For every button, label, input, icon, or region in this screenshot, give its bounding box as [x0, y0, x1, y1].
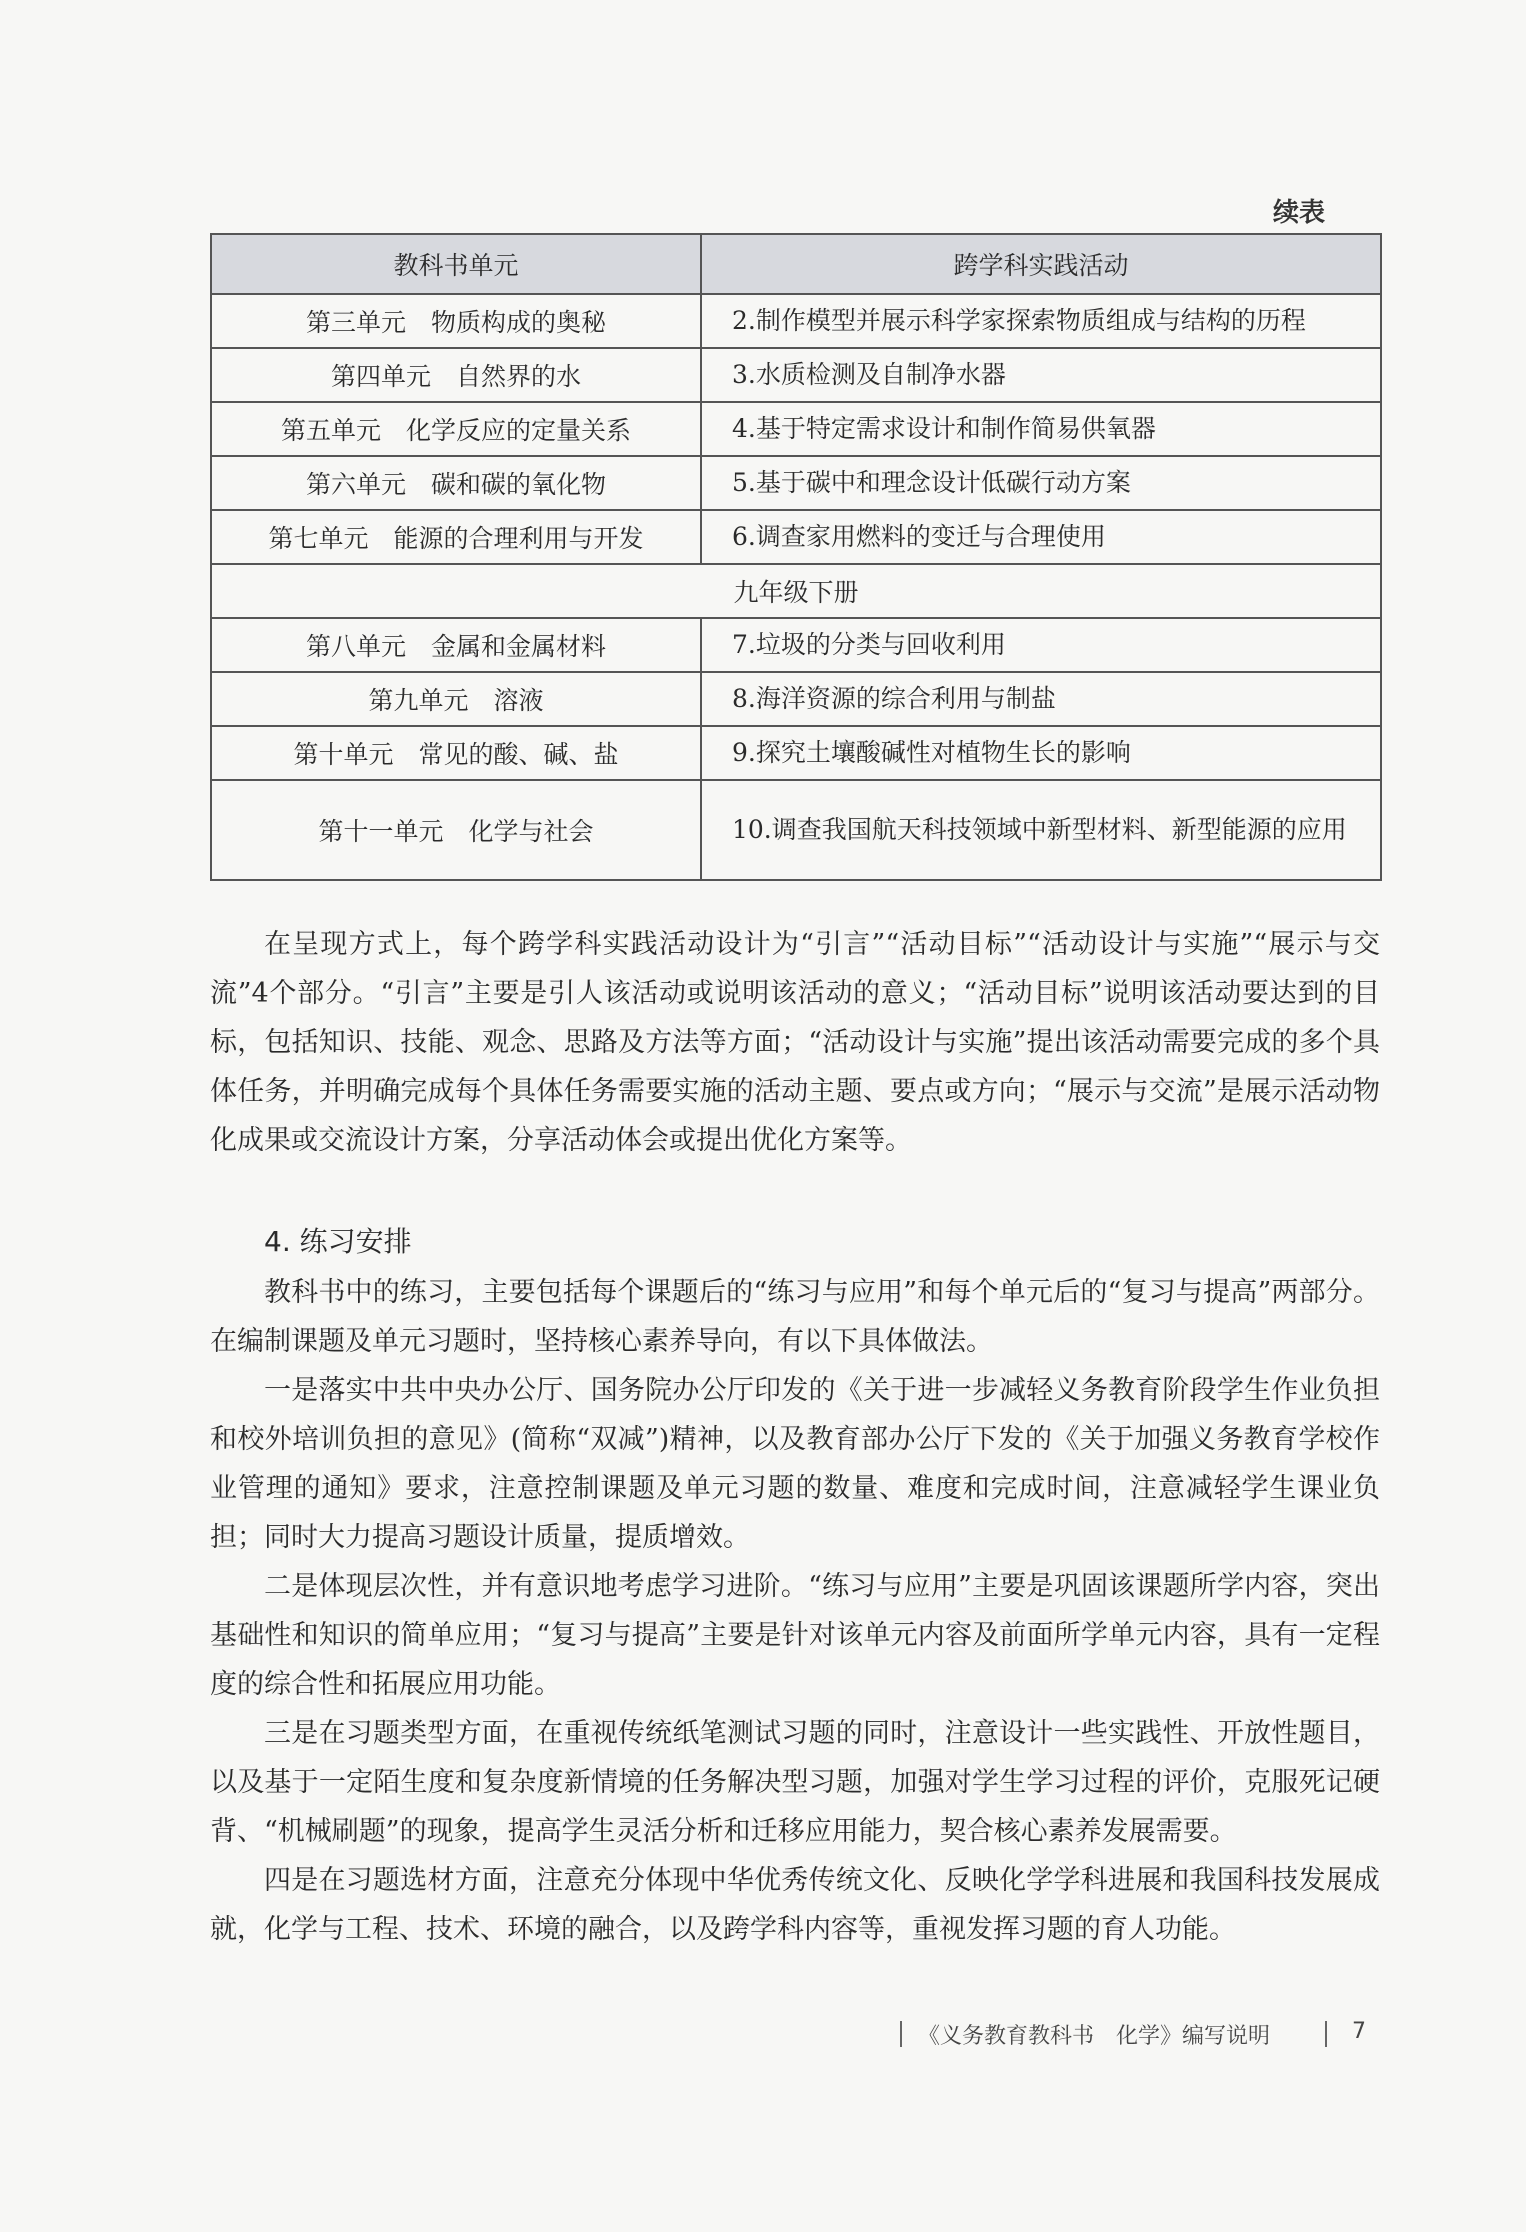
paragraph-point-one: 一是落实中共中央办公厅、国务院办公厅印发的《关于进一步减轻义务教育阶段学生作业负担和校外培训负担的意见》(简称“双减”)精神，以及教育部办公厅下发的《关于加强义务教育学校作业管理的通知》要求，注意控制课题及单元习题的数量、难度和完成时间，注意减轻学生课业负担；同时大力提高习题设计质量，提质增效。: [210, 1375, 1380, 1553]
footer-title: 《义务教育教科书 化学》编写说明: [918, 2024, 1271, 2049]
table-row: [211, 672, 1381, 726]
activity-cell: 9.探究土壤酸碱性对植物生长的影响: [701, 726, 1381, 780]
paragraph-point-three: 三是在习题类型方面，在重视传统纸笔测试习题的同时，注意设计一些实践性、开放性题目，以及基于一定陌生度和复杂度新情境的任务解决型习题，加强对学生学习过程的评价，克服死记硬背、“机械刷题”的现象，提高学生灵活分析和迁移应用能力，契合核心素养发展需要。: [210, 1718, 1380, 1847]
table-header-row: [211, 234, 1381, 294]
paragraph-point-four: 四是在习题选材方面，注意充分体现中华优秀传统文化、反映化学学科进展和我国科技发展成就，化学与工程、技术、环境的融合，以及跨学科内容等，重视发挥习题的育人功能。: [210, 1865, 1380, 1945]
unit-cell: 第十一单元 化学与社会: [211, 780, 701, 880]
unit-cell: 第四单元 自然界的水: [211, 348, 701, 402]
activity-cell: 5.基于碳中和理念设计低碳行动方案: [701, 456, 1381, 510]
unit-cell: 第七单元 能源的合理利用与开发: [211, 510, 701, 564]
page-footer: [900, 2015, 1370, 2055]
table-row: [211, 348, 1381, 402]
table-row: [211, 510, 1381, 564]
table-row: [211, 402, 1381, 456]
continuation-label: 续表: [1272, 198, 1325, 228]
unit-cell: 第八单元 金属和金属材料: [211, 618, 701, 672]
grade-row: [211, 564, 1381, 618]
header-textbook-unit: 教科书单元: [211, 234, 701, 294]
grade-cell: 九年级下册: [211, 564, 1381, 618]
section-heading: 4. 练习安排: [264, 1225, 412, 1258]
unit-cell: 第三单元 物质构成的奥秘: [211, 294, 701, 348]
paragraph-point-two: 二是体现层次性，并有意识地考虑学习进阶。“练习与应用”主要是巩固该课题所学内容，突出基础性和知识的简单应用；“复习与提高”主要是针对该单元内容及前面所学单元内容，具有一定程度的综合性和拓展应用功能。: [210, 1571, 1380, 1700]
table-row: [211, 294, 1381, 348]
activity-cell: 8.海洋资源的综合利用与制盐: [701, 672, 1381, 726]
unit-cell: 第九单元 溶液: [211, 672, 701, 726]
activity-cell: 7.垃圾的分类与回收利用: [701, 618, 1381, 672]
page-number: 7: [1352, 2019, 1366, 2044]
table-row: [211, 456, 1381, 510]
activity-cell: 4.基于特定需求设计和制作简易供氧器: [701, 402, 1381, 456]
units-activities-table: [210, 233, 1382, 881]
paragraph-exercise-intro: 教科书中的练习，主要包括每个课题后的“练习与应用”和每个单元后的“复习与提高”两部分。在编制课题及单元习题时，坚持核心素养导向，有以下具体做法。: [210, 1277, 1380, 1357]
unit-cell: 第十单元 常见的酸、碱、盐: [211, 726, 701, 780]
footer-divider: [900, 2021, 902, 2047]
header-interdisciplinary-activity: 跨学科实践活动: [701, 234, 1381, 294]
footer-divider: [1325, 2021, 1327, 2047]
paragraph-presentation: 在呈现方式上，每个跨学科实践活动设计为“引言”“活动目标”“活动设计与实施”“展示与交流”4个部分。“引言”主要是引人该活动或说明该活动的意义；“活动目标”说明该活动要达到的目标，包括知识、技能、观念、思路及方法等方面；“活动设计与实施”提出该活动需要完成的多个具体任务，并明确完成每个具体任务需要实施的活动主题、要点或方向；“展示与交流”是展示活动物化成果或交流设计方案，分享活动体会或提出优化方案等。: [210, 929, 1380, 1156]
unit-cell: 第六单元 碳和碳的氧化物: [211, 456, 701, 510]
activity-cell: 10.调查我国航天科技领域中新型材料、新型能源的应用: [701, 780, 1381, 880]
table-row: [211, 726, 1381, 780]
table-row: [211, 780, 1381, 880]
table-row: [211, 618, 1381, 672]
activity-cell: 2.制作模型并展示科学家探索物质组成与结构的历程: [701, 294, 1381, 348]
activity-cell: 6.调查家用燃料的变迁与合理使用: [701, 510, 1381, 564]
activity-cell: 3.水质检测及自制净水器: [701, 348, 1381, 402]
unit-cell: 第五单元 化学反应的定量关系: [211, 402, 701, 456]
